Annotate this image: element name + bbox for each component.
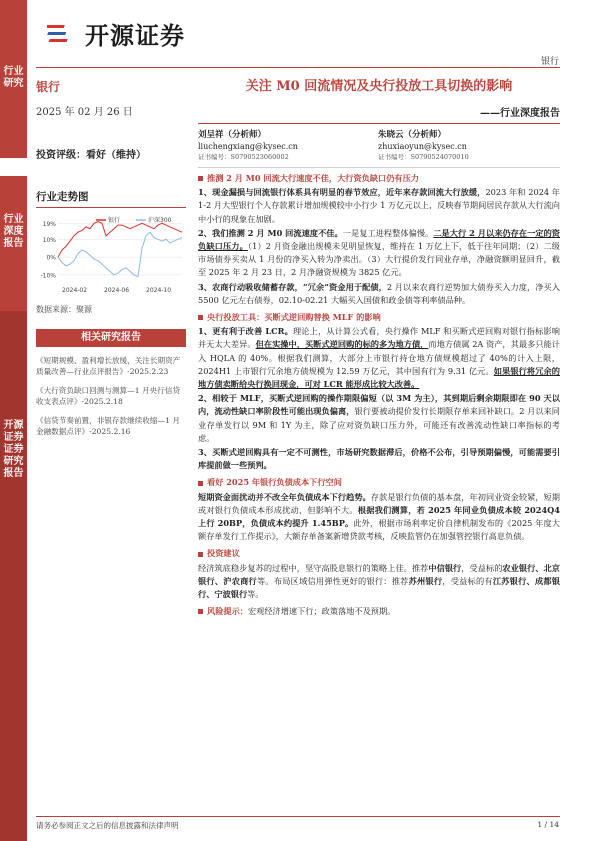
stock-name: 苏州银行	[408, 575, 443, 586]
series-line	[58, 232, 182, 277]
section-heading: 央行投放工具：买断式逆回购替换 MLF 的影响	[198, 311, 560, 324]
para-text: 等。布局区域信用弹性更好的银行：推荐	[256, 575, 409, 586]
report-subtitle: ——行业深度报告	[480, 108, 560, 119]
para-text: 此外，根据市场利率定价自律机制发布的《2025 年度大额存单发行工作提示》，大额存单备案新增贷款考核，反映监管仍在加强管控银行高息负债。	[198, 518, 560, 542]
x-tick-label: 2024-10	[146, 287, 172, 294]
side-strip-lower	[0, 311, 27, 841]
logo	[47, 16, 185, 51]
para-bold: 根据我们测算，若 2025 年同业负债成本较 2024Q4 上行 20BP，负债成本约提升 1.45BP。	[198, 504, 560, 529]
paragraph	[198, 392, 560, 445]
paragraph	[198, 281, 560, 307]
para-lead: 1、现金漏损与回流银行体系具有明显的春节效应，近年来存款回流大行放缓，	[198, 187, 486, 198]
related-report[interactable]: 《信贷节奏前置，非银存款继续收缩—1 月金融数据点评》-2025.2.16	[36, 416, 180, 436]
para-underline: 二是大行 2 月以来仍存在一定的资负缺口压力。	[198, 227, 560, 252]
y-tick-label: 19%	[42, 220, 56, 228]
section-heading: 推测 2 月 M0 回流大行速度不佳，大行资负缺口仍有压力	[198, 172, 560, 185]
related-report[interactable]: 《大行资负缺口回测与测算—1 月央行信贷收支表点评》-2025.2.18	[36, 386, 180, 406]
para-text: 银行要被动提价发行长期限存单来回补缺口。2 月以来同业存单发行以 9M 和 1Y 为主，除了应对资负缺口压力外，可能还有改善流动性缺口率指标的考虑。	[198, 406, 560, 443]
analyst	[198, 130, 378, 163]
para-lead: 2、相较于 MLF，买断式逆回购的操作期限偏短（以 3M 为主），其到期后剩余期限即在 90 天以内，流动性缺口率阶段性可能出现负偏离，	[198, 393, 560, 417]
risk-text: 宏观经济增速下行；政策落地不及预期。	[247, 606, 396, 617]
paragraph	[198, 446, 560, 472]
risk-heading	[198, 605, 560, 618]
analyst-name: 朱晓云（分析师）	[378, 130, 447, 140]
main-column	[198, 78, 560, 619]
footer-disclaimer: 请务必参阅正文之后的信息披露和法律声明	[36, 821, 179, 830]
analyst-email[interactable]: liuchengxiang@kysec.cn	[198, 142, 298, 151]
header-industry-tag: 银行	[540, 57, 559, 67]
para-text: 2 月以来农商行逆势加大债券买入力度，净买入 5500 亿元左右债券，02.10-02.21 大幅买入国债和政金债等利率债品种。	[198, 281, 561, 305]
side-text-brand: 开源证券 证券研究报告	[3, 420, 24, 479]
stock-name: 江苏银行、成都银行、宁波银行	[198, 575, 560, 600]
para-text: 等。	[247, 589, 264, 600]
trend-rule	[36, 207, 186, 208]
trend-chart	[36, 212, 186, 300]
legend-label: 沪深300	[148, 217, 172, 224]
x-tick-label: 2024-06	[104, 287, 130, 294]
para-underline: 如果银行将冗余的地方债卖断给央行换回现金，可对 LCR 能形成比较大改善。	[198, 365, 560, 390]
para-text: 理论上，从计算公式看，央行操作 MLF 和买断式逆回购对银行指标影响并无太大差异。	[198, 326, 560, 350]
paragraph	[198, 491, 560, 544]
para-lead: 3、买断式逆回购具有一定不可测性，市场研究数据滞后，价格不公布，引导预期偏慢，可能需要引库提前做一些预判。	[198, 447, 560, 471]
para-underline: 但在实操中，买断式逆回购的标的多为地方债，	[255, 339, 429, 350]
analyst-name: 刘呈祥（分析师）	[198, 130, 267, 140]
para-text: 经济筑底稳步复苏的过程中，坚守高股息银行的策略上佳。推荐	[198, 562, 429, 573]
x-tick-label: 2024-02	[62, 287, 88, 294]
related-report[interactable]: 《短期规模、盈利增长放缓，关注长期资产质量改善—行业点评报告》-2025.2.23	[36, 356, 181, 376]
trend-title: 行业走势图	[36, 191, 89, 203]
para-text: 2023 年和 2024 年 1-2 月大型银行个人存款累计增加规模较中小行少 1 万亿元以上，反映春节期间居民存款从大行流向中小行的现象在加剧。	[198, 187, 560, 224]
y-tick-label: -10%	[40, 272, 56, 280]
para-text: 一是复工进程整体偏慢。	[342, 227, 434, 238]
para-text: （1）2 月资金融出规模未见明显恢复，维持在 1 万亿上下，低于往年同期；（2）二级市场债券买卖从 1 月份的净买入转为净卖出。（3）大行提价发行同业存单，净融资额明显回升，截至 2025 年 2 月 23 日，2 月净融资规模为 3825 亿元。	[198, 241, 560, 278]
side-text-research: 行业研究	[3, 66, 24, 89]
para-lead: 2、我们推测 2 月 M0 回流速度不佳。	[198, 227, 343, 238]
paragraph	[198, 562, 560, 602]
report-title: 关注 M0 回流情况及央行投放工具切换的影响	[245, 79, 513, 94]
header-rule	[36, 67, 560, 68]
industry-label: 银行	[36, 80, 61, 94]
paragraph	[198, 325, 560, 391]
risk-label: 风险提示：	[207, 606, 248, 617]
y-tick-label: 10%	[42, 236, 56, 244]
footer-rule	[36, 816, 560, 817]
report-body	[198, 172, 560, 619]
report-date: 2025 年 02 月 26 日	[36, 107, 133, 118]
y-tick-label: 0%	[46, 254, 56, 262]
section-heading: 看好 2025 年银行负债成本下行空间	[198, 476, 560, 489]
analysts	[198, 130, 560, 163]
para-lead: 1、更有利于改善 LCR。	[198, 326, 293, 337]
subtitle-rule	[198, 123, 560, 124]
analyst-cert: 证书编号：S0790523060002	[198, 153, 289, 161]
logo-icon	[47, 19, 79, 49]
data-source: 数据来源：聚源	[36, 305, 92, 314]
paragraph	[198, 227, 560, 280]
para-text: 存款是银行负债的基本盘，年初同业资金较紧，短期或对银行负债成本形成扰动，但影响不大。	[198, 491, 560, 515]
paragraph	[198, 186, 560, 226]
rating: 投资评级：看好（维持）	[36, 150, 146, 161]
para-text: ，受益标的	[461, 562, 503, 573]
trend-chart-svg	[36, 212, 186, 300]
analyst	[378, 130, 558, 163]
para-text: ，受益标的有	[442, 575, 493, 586]
side-text-deep-report: 行业深度报告	[3, 214, 24, 249]
analyst-cert: 证书编号：S0790524070010	[378, 153, 469, 161]
logo-text: 开源证券	[85, 22, 185, 50]
legend-label: 银行	[108, 217, 121, 224]
page-number: 1 / 14	[537, 820, 559, 829]
para-lead: 3、农商行动吸收储蓄存款，“冗余”资金用于配债，	[198, 281, 387, 292]
para-lead: 短期资金面扰动并不改全年负债成本下行趋势。	[198, 491, 371, 502]
body-rule	[198, 167, 560, 168]
related-research-header: 相关研究报告	[36, 329, 186, 347]
analyst-email[interactable]: zhuxiaoyun@kysec.cn	[378, 142, 467, 151]
stock-name: 农业银行、北京银行、沪农商行	[198, 562, 560, 586]
stock-name: 中信银行	[428, 562, 462, 573]
section-heading: 投资建议	[198, 547, 560, 560]
left-column	[36, 78, 186, 437]
para-text: 而地方债属 2A 资产，其最多只能计入 HQLA 的 40%。根据我们测算，大部分上市银行持仓地方债规模超过了 40%的计入上限，2024H1 上市银行冗余地方债规模为 12.59 万亿元，其中国有行为 9.31 亿元。	[198, 339, 560, 376]
